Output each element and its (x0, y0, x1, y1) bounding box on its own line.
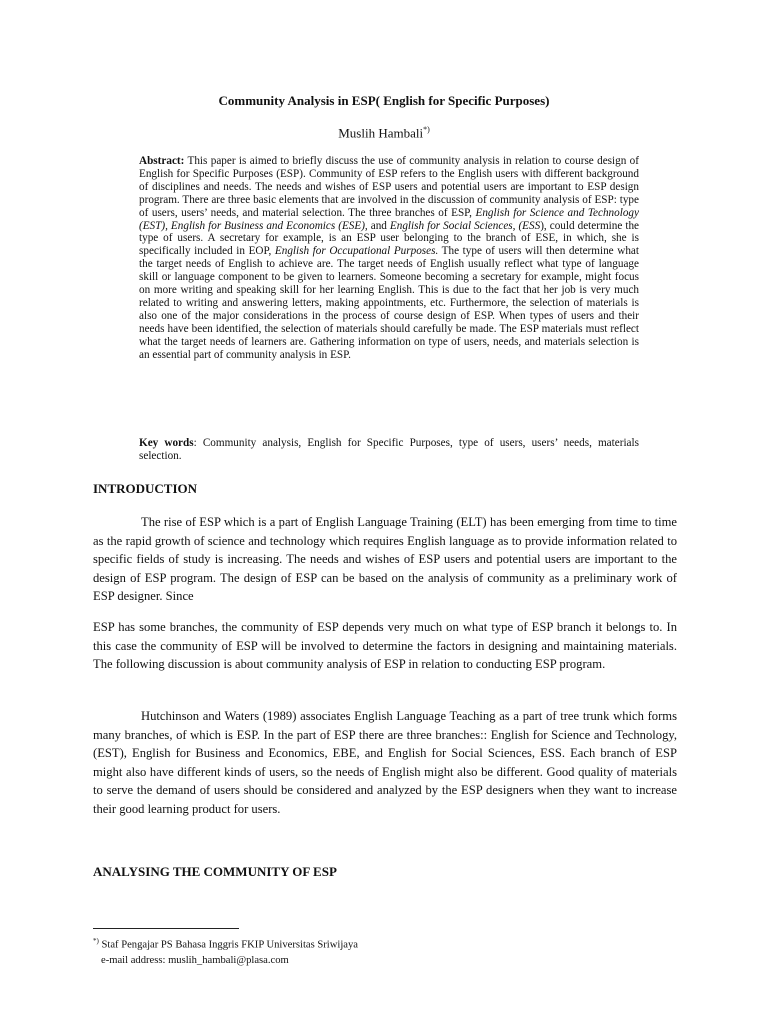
abstract-ess: English for Social Sciences, (ESS (389, 219, 541, 232)
abstract-label: Abstract: (139, 155, 185, 167)
footnote-email: e-mail address: muslih_hambali@plasa.com (101, 954, 289, 966)
footnote-mark: *) (93, 937, 99, 945)
keywords-label: Key words (139, 437, 194, 449)
abstract-ebe: English for Business and Economics (ESE), (170, 219, 368, 232)
paper-title: Community Analysis in ESP( English for Specific Purposes) (218, 93, 550, 108)
footnote-divider (93, 928, 239, 929)
author-footnote-mark: *) (423, 125, 430, 134)
section-heading-analysing: ANALYSING THE COMMUNITY OF ESP (93, 864, 337, 879)
author-line (0, 125, 768, 141)
abstract-text-3: and (367, 219, 390, 232)
author-name: Muslih Hambali (338, 125, 424, 141)
abstract-text-1: This paper is aimed to briefly discuss the use of community analysis in relation to course design of English for Specific Purposes (ESP). Community of ESP refers to the English users with different background of disciplines and needs. The needs and wishes of ESP users and potential users are important to ESP design program. There are three basic elements that are involved in the discussion of community analysis of ESP: type of users, users’ needs, and material selection. The three branches of ESP, (139, 155, 639, 219)
abstract-est: English for Science and Technology (EST), (139, 206, 639, 232)
abstract-eop: English for Occupational Purposes. (274, 245, 439, 258)
footnote-line-1 (93, 934, 593, 953)
abstract (139, 155, 639, 362)
intro-paragraph-1: The rise of ESP which is a part of English Language Training (ELT) has been emerging from time to time as the rapid growth of science and technology which requires English language as to provide information related to specific fields of study is increasing. The needs and wishes of ESP users and potential users are important to the design of ESP program. The design of ESP can be based on the analysis of community as a preliminary work of ESP designer. Since (93, 515, 677, 604)
abstract-text-4: ), could determine the type of users. A secretary for example, is an ESP user belonging to the branch of ESE, in which, she is specifically included in EOP, (139, 219, 639, 258)
footnote-affiliation: Staf Pengajar PS Bahasa Inggris FKIP Universitas Sriwijaya (98, 939, 358, 951)
footnote (93, 934, 593, 968)
keywords (139, 437, 639, 463)
introduction-heading: INTRODUCTION (93, 481, 198, 496)
intro-paragraph-2: ESP has some branches, the community of ESP depends very much on what type of ESP branch it belongs to. In this case the community of ESP will be involved to determine the factors in designing and maintaining materials. The following discussion is about community analysis of ESP in relation to conducting ESP program. (93, 620, 677, 672)
abstract-text-5: The type of users will then determine what the target needs of English to achieve are. The target needs of English usually reflect what type of language skill or language component to be given to learners. Someone becoming a secretary for example, might focus on more writing and speaking skill for her learning English. This is due to the fact that her job is very much related to writing and answering letters, making appointments, etc. Furthermore, the selection of materials is also one of the major considerations in the process of course design of ESP. When types of users and their needs have been identified, the selection of materials should carefully be made. The ESP materials must reflect what the target needs of learners are. Gathering information on type of users, needs, and materials selection is an essential part of community analysis in ESP. (139, 245, 640, 361)
keywords-text: : Community analysis, English for Specific Purposes, type of users, users’ needs, materials selection. (139, 437, 639, 462)
intro-paragraph-3: Hutchinson and Waters (1989) associates English Language Teaching as a part of tree trunk which forms many branches, of which is ESP. In the part of ESP there are three branches:: English for Science and Technology, (EST), English for Business and Economics, EBE, and English for Social Sciences, ESS. Each branch of ESP might also have different kinds of users, so the needs of English might also be different. Good quality of materials to serve the demand of users should be considered and analyzed by the ESP designers when they want to increase their good learning product for users. (93, 709, 677, 816)
